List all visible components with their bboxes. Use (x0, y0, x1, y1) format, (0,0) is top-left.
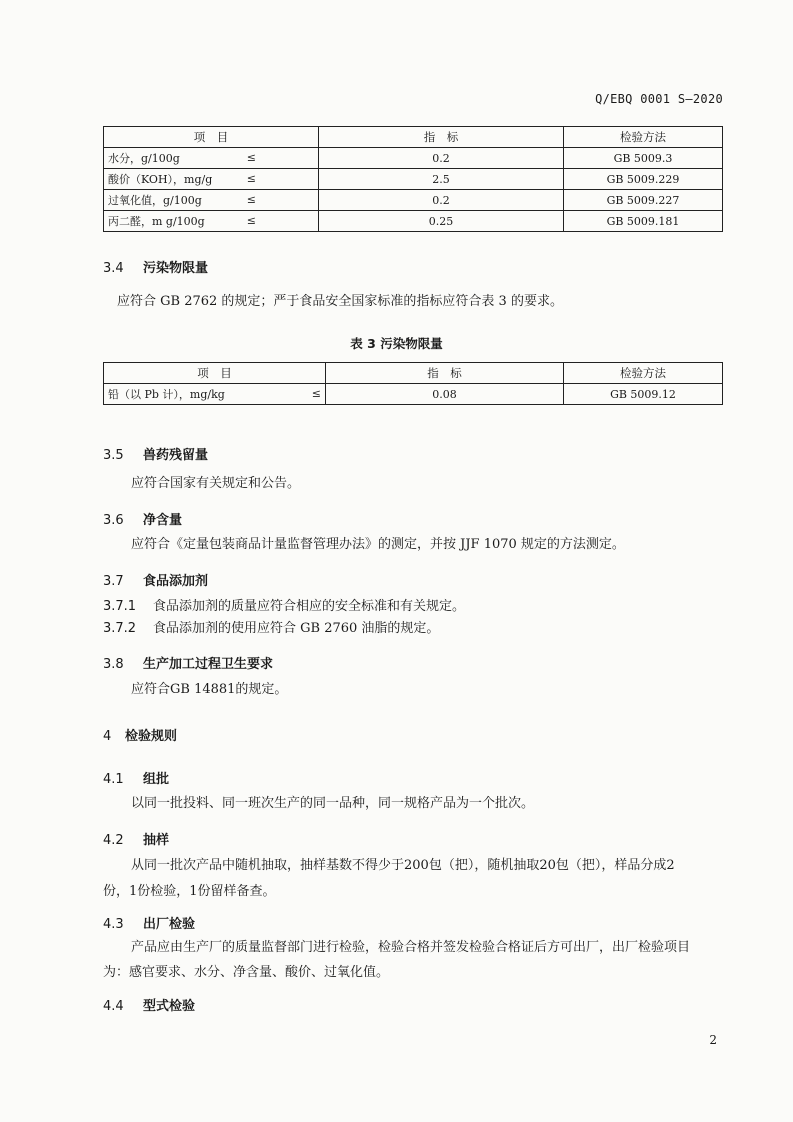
column-header-item: 项 目 (104, 127, 319, 148)
section-3-4-text: 应符合 GB 2762 的规定；严于食品安全国家标准的指标应符合表 3 的要求。 (117, 294, 563, 309)
item-label: 酸价（KOH），mg/g (108, 173, 213, 186)
item-cell (104, 384, 326, 405)
method-cell: GB 5009.227 (564, 190, 723, 211)
section-4-2-line1: 从同一批次产品中随机抽取，抽样基数不得少于200包（把），随机抽取20包（把），样品分成2 (131, 858, 675, 873)
table-header-row (104, 363, 723, 384)
quality-index-table (103, 126, 723, 232)
operator-label: ≤ (311, 387, 321, 400)
section-3-7-1: 3.7.1 食品添加剂的质量应符合相应的安全标准和有关规定。 (103, 599, 466, 614)
value-cell: 0.2 (319, 190, 564, 211)
value-cell: 2.5 (319, 169, 564, 190)
section-3-8-text: 应符合GB 14881的规定。 (131, 682, 288, 697)
operator-label: ≤ (246, 172, 256, 185)
table-header-row (104, 127, 723, 148)
page-number: 2 (709, 1033, 717, 1047)
section-3-7-2: 3.7.2 食品添加剂的使用应符合 GB 2760 油脂的规定。 (103, 621, 440, 636)
operator-label: ≤ (246, 193, 256, 206)
method-cell: GB 5009.181 (564, 211, 723, 232)
section-4-3-line1: 产品应由生产厂的质量监督部门进行检验，检验合格并签发检验合格证后方可出厂，出厂检验项目 (131, 940, 691, 955)
section-4-1-heading: 4.1 组批 (103, 772, 170, 787)
value-cell: 0.2 (319, 148, 564, 169)
section-4-heading: 4 检验规则 (103, 729, 178, 744)
section-3-5-text: 应符合国家有关规定和公告。 (131, 476, 301, 491)
column-header-index: 指 标 (319, 127, 564, 148)
item-label: 铅（以 Pb 计），mg/kg (108, 388, 225, 401)
section-3-4-heading: 3.4 污染物限量 (103, 261, 209, 276)
section-4-3-line2: 为：感官要求、水分、净含量、酸价、过氧化值。 (103, 965, 390, 980)
value-cell: 0.08 (326, 384, 564, 405)
item-cell (104, 190, 319, 211)
method-cell: GB 5009.3 (564, 148, 723, 169)
item-cell (104, 148, 319, 169)
section-4-1-text: 以同一批投料、同一班次生产的同一品种，同一规格产品为一个批次。 (131, 796, 535, 811)
section-4-2-line2: 份，1份检验，1份留样备查。 (103, 884, 276, 899)
method-cell: GB 5009.12 (564, 384, 723, 405)
operator-label: ≤ (246, 214, 256, 227)
column-header-index: 指 标 (326, 363, 564, 384)
item-label: 丙二醛，m g/100g (108, 215, 205, 228)
section-4-3-heading: 4.3 出厂检验 (103, 917, 196, 932)
item-label: 水分，g/100g (108, 152, 180, 165)
method-cell: GB 5009.229 (564, 169, 723, 190)
table-row (104, 190, 723, 211)
section-3-6-heading: 3.6 净含量 (103, 513, 183, 528)
table-row (104, 384, 723, 405)
standard-number: Q/EBQ 0001 S—2020 (595, 92, 723, 106)
section-3-7-heading: 3.7 食品添加剂 (103, 574, 209, 589)
section-3-5-heading: 3.5 兽药残留量 (103, 448, 209, 463)
item-cell (104, 169, 319, 190)
table3-caption: 表 3 污染物限量 (350, 336, 443, 351)
section-3-8-heading: 3.8 生产加工过程卫生要求 (103, 657, 274, 672)
item-cell (104, 211, 319, 232)
contaminant-table (103, 362, 723, 405)
column-header-method: 检验方法 (564, 363, 723, 384)
section-4-2-heading: 4.2 抽样 (103, 833, 170, 848)
operator-label: ≤ (246, 151, 256, 164)
table-row (104, 169, 723, 190)
table-row (104, 211, 723, 232)
column-header-item: 项 目 (104, 363, 326, 384)
table-row (104, 148, 723, 169)
value-cell: 0.25 (319, 211, 564, 232)
column-header-method: 检验方法 (564, 127, 723, 148)
item-label: 过氧化值，g/100g (108, 194, 202, 207)
section-4-4-heading: 4.4 型式检验 (103, 999, 196, 1014)
section-3-6-text: 应符合《定量包装商品计量监督管理办法》的测定，并按 JJF 1070 规定的方法测定。 (131, 537, 625, 552)
